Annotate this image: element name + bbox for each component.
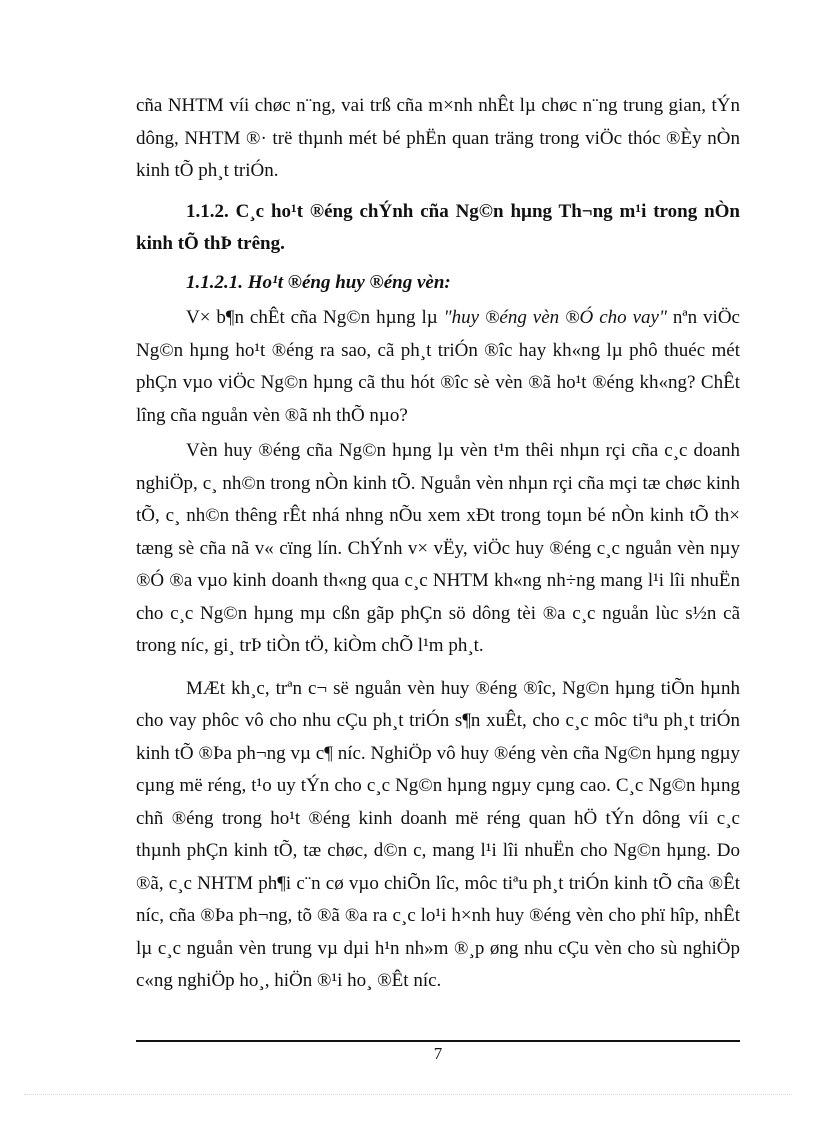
page-bottom-edge xyxy=(24,1094,792,1095)
text-line: s½n cã trong níc, gi¸ trÞ tiÒn tÖ, kiÒm chÕ l¹m ph¸t. xyxy=(136,602,741,656)
text-line: nhu cÇu vèn cho sù nghiÖp c«ng nghiÖp ho¸, hiÖn ®¹i ho¸ ®Êt níc. xyxy=(136,937,740,991)
text-fragment: V× b¶n chÊt cña Ng©n hµng lµ xyxy=(186,307,444,328)
heading-line: 1.1.2. C¸c ho¹t ®éng chÝnh cña Ng©n hµng Th¬ng m¹i trong nÒn xyxy=(186,200,740,222)
text-line: Ng©n hµng ho¹t ®éng ra sao, cã ph¸t triÓn ®îc hay kh«ng lµ phô thuéc mét xyxy=(136,339,740,361)
heading-line: kinh tÕ thÞ trêng. xyxy=(136,233,285,254)
text-line: Vèn huy ®éng cña Ng©n hµng lµ vèn t¹m thêi nhµn rçi cña c¸c doanh xyxy=(186,440,740,461)
text-line: kinh tÕ, c¸ nh©n thêng rÊt nhá nhng nÕu xem xÐt trong toµn bé nÒn kinh xyxy=(136,472,740,526)
text-line: dông víi c¸c thµnh phÇn kinh tÕ, tæ chøc, d©n c, mang l¹i lîi nhuËn cho xyxy=(136,807,740,861)
text-line: lîi nhuËn cho c¸c Ng©n hµng mµ cßn gãp phÇn sö dông tèi ®a c¸c nguån lùc xyxy=(136,570,740,624)
page-body xyxy=(136,90,740,998)
text-line: ®éng vèn cho phï hîp, nhÊt lµ c¸c nguån vèn trung vµ dµi h¹n nh»m ®¸p øng xyxy=(136,905,741,959)
text-line: cho vay phôc vô cho nhu cÇu ph¸t triÓn s¶n xuÊt, cho c¸c môc tiªu ph¸t triÓn xyxy=(136,710,740,731)
text-line: vèn nµy ®Ó ®a vµo kinh doanh th«ng qua c¸c NHTM kh«ng nh÷ng mang l¹i xyxy=(136,537,740,591)
text-line: Ng©n hµng chñ ®éng trong ho¹t ®éng kinh doanh më réng quan hÖ tÝn xyxy=(136,775,740,829)
text-line: Ng©n hµng. Do ®ã, c¸c NHTM ph¶i c¨n cø vµo chiÕn lîc, môc tiªu ph¸t xyxy=(136,840,741,894)
text-line: nghiÖp, c¸ nh©n trong nÒn kinh tÕ. Nguån vèn nhµn rçi cña mçi tæ chøc xyxy=(136,472,702,494)
text-line: lîng cña nguån vèn ®ã nh thÕ nµo? xyxy=(136,404,408,426)
intro-paragraph xyxy=(136,90,740,188)
footer-divider xyxy=(136,1040,740,1042)
body-paragraph-lending xyxy=(136,673,740,998)
text-line: phÇn vµo viÖc Ng©n hµng cã thu hót ®îc sè vèn ®ã ho¹t ®éng kh«ng? ChÊt xyxy=(136,372,740,393)
text-line: kinh tÕ ®Þa ph¬ng vµ c¶ níc. NghiÖp vô huy ®éng vèn cña Ng©n hµng xyxy=(136,742,696,764)
text-line: triÓn kinh tÕ cña ®Êt níc, cña ®Þa ph¬ng, tõ ®ã ®a ra c¸c lo¹i h×nh huy xyxy=(136,872,741,926)
body-paragraph-idle-capital xyxy=(136,435,740,663)
text-line: cña NHTM víi chøc n¨ng, vai trß cña m×nh nhÊt lµ chøc n¨ng trung gian, tÝn xyxy=(136,95,740,116)
text-line: tÕ th× tæng sè cña nã v« cïng lín. ChÝnh v× vËy, viÖc huy ®éng c¸c nguån xyxy=(136,505,740,559)
text-fragment: nªn viÖc xyxy=(666,307,740,328)
page-number: 7 xyxy=(433,1044,443,1063)
section-heading xyxy=(136,196,740,261)
text-line: dông, NHTM ®· trë thµnh mét bé phËn quan träng trong viÖc thóc ®Èy nÒn xyxy=(136,127,740,149)
text-line: ngµy cµng më réng, t¹o uy tÝn cho c¸c Ng©n hµng ngµy cµng cao. C¸c xyxy=(136,742,741,796)
body-paragraph-capital-nature xyxy=(136,302,740,432)
subsection-heading: 1.1.2.1. Ho¹t ®éng huy ®éng vèn: xyxy=(186,271,451,293)
text-line: MÆt kh¸c, trªn c¬ së nguån vèn huy ®éng ®îc, Ng©n hµng tiÕn hµnh xyxy=(186,677,740,699)
quoted-phrase: "huy ®éng vèn ®Ó cho vay" xyxy=(443,307,667,328)
text-line: kinh tÕ ph¸t triÓn. xyxy=(136,160,279,181)
